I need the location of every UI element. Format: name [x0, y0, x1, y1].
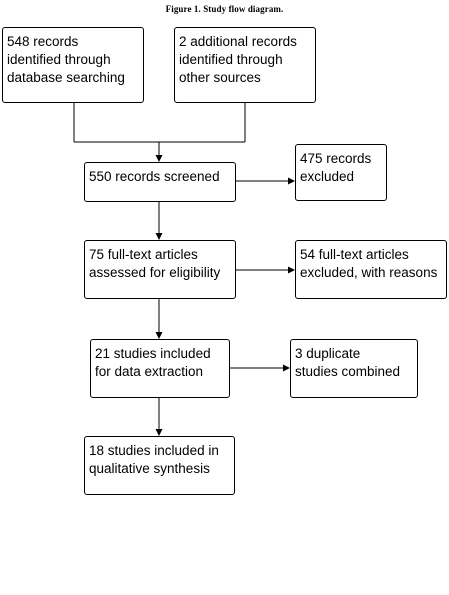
data-extraction-box: 21 studies included for data extraction	[90, 339, 230, 398]
other-sources-box: 2 additional records identified through other sources	[174, 27, 316, 103]
screened-box: 550 records screened	[84, 162, 236, 202]
fulltext-excluded-box: 54 full-text articles excluded, with reasons	[295, 240, 447, 299]
figure-title: Figure 1. Study flow diagram.	[165, 4, 284, 14]
excluded-box: 475 records excluded	[295, 144, 387, 201]
duplicates-box: 3 duplicate studies combined	[290, 339, 418, 398]
fulltext-assessed-box: 75 full-text articles assessed for eligibility	[84, 240, 236, 299]
qualitative-box: 18 studies included in qualitative synthesis	[84, 436, 235, 495]
db-search-box: 548 records identified through database searching	[2, 27, 144, 103]
